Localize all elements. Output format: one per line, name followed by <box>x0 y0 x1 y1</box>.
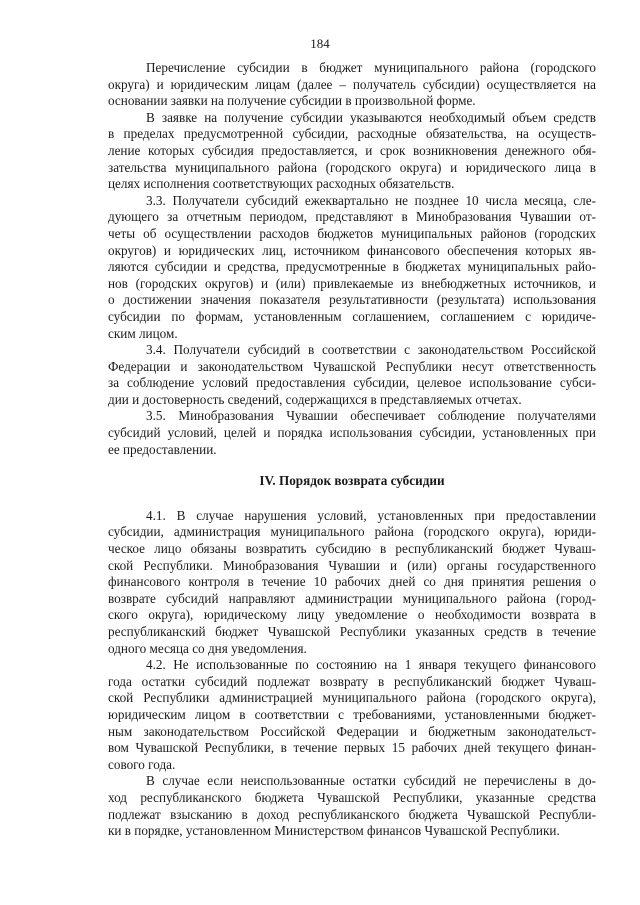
text-line: нов (городских округов) и (или) привлекаемые из внебюджетных источников, и <box>108 275 596 291</box>
text-line: округов) и юридических лиц, источником финансового обеспечения которых яв- <box>108 242 596 258</box>
text-line: зательства муниципального района (городского округа) и юридического лица в <box>108 159 596 175</box>
text-line: ского округа), юридическому лицу уведомление о необходимости возврата в <box>108 607 596 623</box>
text-line: 3.3. Получатели субсидий ежеквартально не позднее 10 числа месяца, сле- <box>146 192 596 208</box>
text-line: В случае если неиспользованные остатки субсидий не перечислены в до- <box>146 773 596 789</box>
text-line: дии и достоверность сведений, содержащихся в представляемых отчетах. <box>108 391 522 407</box>
paragraphs-before <box>108 60 596 458</box>
spacer <box>108 458 596 473</box>
text-line: 4.2. Не использованные по состоянию на 1 января текущего финансового <box>146 657 596 673</box>
text-line: целях исполнения соответствующих расходных обязательств. <box>108 176 455 192</box>
text-line: республиканский бюджет Чувашской Республики указанных средств в течение <box>108 624 596 639</box>
text-line: субсидии, администрация муниципального района (городского округа), юриди- <box>108 524 596 540</box>
text-line: о достижении значения показателя результативности (результата) использования <box>108 292 596 308</box>
text-line: В заявке на получение субсидии указываются необходимый объем средств <box>146 109 596 125</box>
text-line: в пределах предусмотренной субсидии, расходные обязательства, на осуществ- <box>108 126 596 142</box>
paragraph <box>108 60 596 110</box>
text-line: за соблюдение условий предоставления субсидии, целевое использование субси- <box>108 375 596 391</box>
text-line: 3.4. Получатели субсидий в соответствии с законодательством Российской <box>146 342 596 358</box>
text-line: сового года. <box>108 756 176 772</box>
paragraph <box>108 508 596 657</box>
paragraph <box>108 773 596 839</box>
text-line: вом Чувашской Республики, в течение первых 15 рабочих дней текущего финан- <box>108 740 596 756</box>
page-number: 184 <box>310 36 330 51</box>
text-line: ской Республики администрацией муниципального района (городского округа), <box>108 690 596 706</box>
text-line: ляются субсидии и средства, предусмотренные в бюджетах муниципальных райо- <box>108 259 596 275</box>
text-line: четы об осуществлении расходов бюджетов муниципальных районов (городских <box>108 225 596 241</box>
text-line: субсидии по формам, установленным соглашением, соглашением с юридиче- <box>108 308 596 324</box>
text-line: основании заявки на получение субсидии в произвольной форме. <box>108 93 476 109</box>
text-line: юридическим лицом в соответствии с требованиями, установленными бюджет- <box>108 706 596 722</box>
paragraph <box>108 342 596 408</box>
text-line: ской Республики. Минобразования Чувашии и (или) органы государственного <box>108 557 596 573</box>
text-line: года остатки субсидий подлежат возврату в республиканский бюджет Чуваш- <box>108 673 596 689</box>
text-line: ее предоставлении. <box>108 441 217 457</box>
text-line: Федерации и законодательством Чувашской Республики несут ответственность <box>108 358 596 374</box>
paragraph <box>108 193 596 342</box>
text-line: подлежат взысканию в доход республиканского бюджета Чувашской Республи- <box>108 806 596 822</box>
text-line: ческое лицо обязаны возвратить субсидию в республиканский бюджет Чуваш- <box>108 541 596 557</box>
text-line: субсидий условий, целей и порядка использования субсидии, установленных при <box>108 425 596 441</box>
text-line: финансового контроля в течение 10 рабочих дней со дня принятия решения о <box>108 574 596 590</box>
text-line: округа) и юридическим лицам (далее – получатель субсидии) осуществляется на <box>108 76 596 92</box>
text-line: Перечисление субсидии в бюджет муниципального района (городского <box>146 60 596 75</box>
paragraph <box>108 110 596 193</box>
paragraph <box>108 657 596 773</box>
paragraph <box>108 408 596 458</box>
text-line: 3.5. Минобразования Чувашии обеспечивает соблюдение получателями <box>146 408 596 424</box>
spacer <box>108 490 596 508</box>
text-line: 4.1. В случае нарушения условий, установленных при предоставлении <box>146 507 596 523</box>
text-line: ление которых субсидия предоставляется, и срок возникновения денежного обя- <box>108 142 596 158</box>
text-line: возврате субсидий направляют администрации муниципального района (город- <box>108 590 596 606</box>
text-line: ки в порядке, установленном Министерством финансов Чувашской Республики. <box>108 823 560 839</box>
text-line: ским лицом. <box>108 325 178 341</box>
text-line: ным законодательством Российской Федерации и бюджетным законодательст- <box>108 723 596 739</box>
section-heading: IV. Порядок возврата субсидии <box>259 473 445 489</box>
text-line: одного месяца со дня уведомления. <box>108 640 307 656</box>
text-line: ход республиканского бюджета Чувашской Республики, указанные средства <box>108 789 596 805</box>
text-line: дующего за отчетным периодом, представляют в Минобразования Чувашии от- <box>108 209 596 225</box>
paragraphs-after <box>108 508 596 840</box>
document-body <box>108 60 596 840</box>
